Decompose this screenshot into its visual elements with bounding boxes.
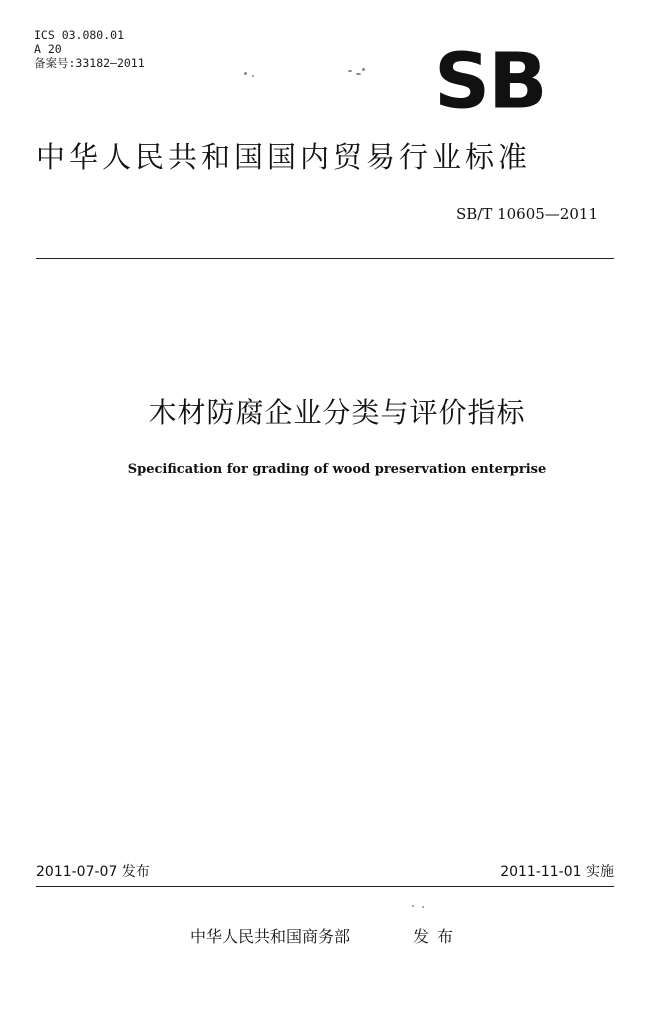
scan-speck [412, 905, 414, 907]
scan-speck [252, 75, 254, 77]
footer-divider [36, 886, 614, 887]
effective-date: 2011-11-01 实施 [500, 864, 614, 880]
document-title-zh: 木材防腐企业分类与评价指标 [148, 396, 526, 429]
scan-speck [348, 70, 352, 72]
scan-speck [356, 73, 361, 75]
publish-word: 发布 [413, 927, 462, 946]
ics-code: ICS 03.080.01 [34, 28, 125, 42]
scan-speck [362, 68, 365, 71]
scan-speck [244, 72, 247, 75]
sb-logo: SB [434, 38, 546, 127]
classification-block [34, 28, 145, 70]
class-code: A 20 [34, 42, 62, 56]
issuing-body-title: 中华人民共和国国内贸易行业标准 [36, 140, 532, 174]
filing-number: 备案号:33182—2011 [34, 56, 145, 70]
document-title-en: Specification for grading of wood preservation enterprise [127, 462, 547, 477]
header-divider [36, 258, 614, 259]
scan-speck [422, 906, 424, 908]
standard-code: SB/T 10605—2011 [455, 205, 598, 223]
publisher: 中华人民共和国商务部 [190, 927, 351, 946]
release-date: 2011-07-07 发布 [36, 864, 150, 880]
